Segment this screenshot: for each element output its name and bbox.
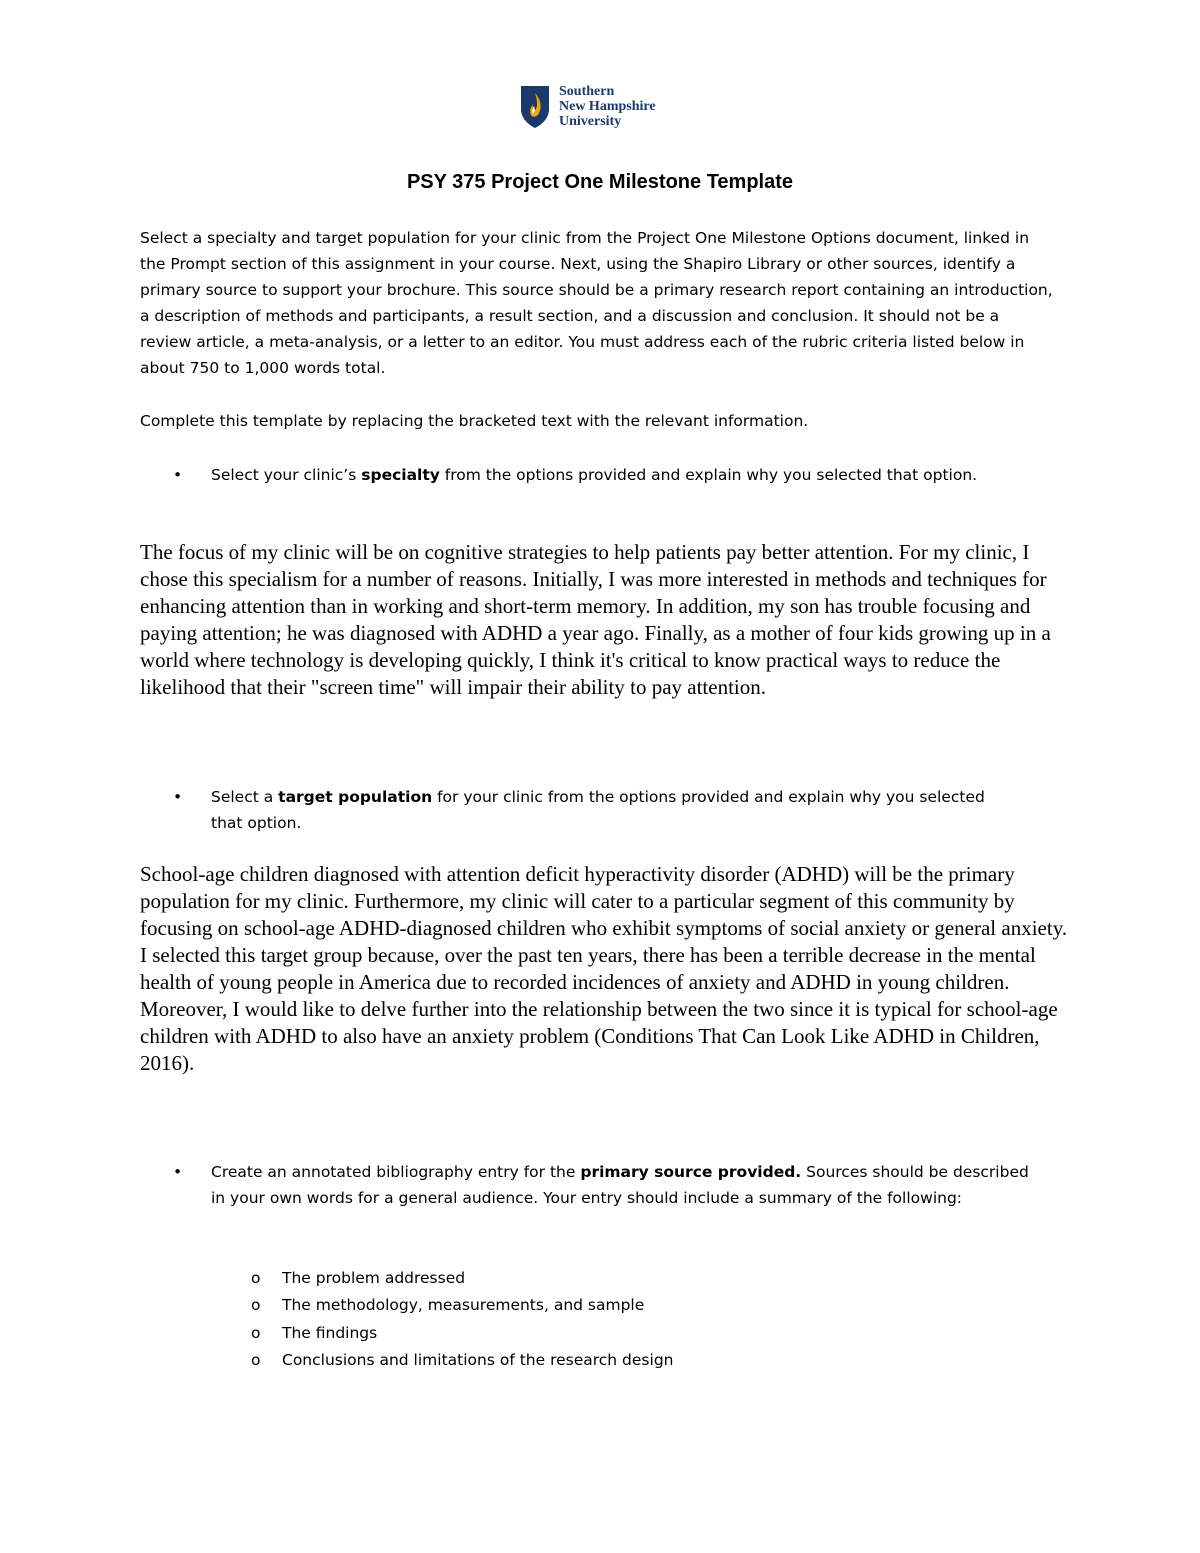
intro-paragraph: Select a specialty and target population for your clinic from the Project One Milestone Options document, linked in the Prompt section of this assignment in your course. Next, using the Shapiro Library or other sources, identify a primary source to support your brochure. This source should be a primary research report containing an introduction, a description of methods and participants, a result section, and a discussion and conclusion. It should not be a review article, a meta-analysis, or a letter to an editor. You must address each of the rubric criteria listed below in about 750 to 1,000 words total.	[140, 229, 1053, 377]
answer-specialty: The focus of my clinic will be on cognitive strategies to help patients pay better attention. For my clinic, I chose this specialism for a number of reasons. Initially, I was more interested in methods and techniques for enhancing attention than in working and short-term memory. In addition, my son has trouble focusing and paying attention; he was diagnosed with ADHD a year ago. Finally, as a mother of four kids growing up in a world where technology is developing quickly, I think it's critical to know practical ways to reduce the likelihood that their "screen time" will impair their ability to pay attention.	[140, 540, 1051, 699]
sub-bullet-marker: o	[251, 1296, 261, 1315]
list-item	[211, 1347, 673, 1374]
prompt-target-population	[140, 784, 1000, 836]
list-item-text: The methodology, measurements, and sample	[282, 1296, 645, 1315]
sub-bullet-marker: o	[251, 1323, 261, 1342]
logo-line-3: University	[559, 114, 622, 129]
prompt-text: Create an annotated bibliography entry for the primary source provided. Sources should be described in your own words for a general audience. Your entry should include a summary of the following:	[211, 1163, 1029, 1207]
list-item	[211, 1265, 673, 1292]
list-item-text: The problem addressed	[282, 1269, 466, 1287]
bullet-marker: •	[173, 1163, 183, 1181]
prompt-keyword: specialty	[361, 466, 440, 484]
answer-target-population: School-age children diagnosed with attention deficit hyperactivity disorder (ADHD) will be the primary population for my clinic. Furthermore, my clinic will cater to a particular segment of this community by focusing on school-age ADHD-diagnosed children who exhibit symptoms of social anxiety or general anxiety. I selected this target group because, over the past ten years, there has been a terrible decrease in the mental health of young people in America due to recorded incidences of anxiety and ADHD in young children. Moreover, I would like to delve further into the relationship between the two since it is typical for school-age children with ADHD to also have an anxiety problem (Conditions That Can Look Like ADHD in Children, 2016).	[140, 862, 1068, 1075]
bullet-marker: •	[173, 788, 183, 806]
prompt-text: Select your clinic’s specialty from the options provided and explain why you selected that option.	[211, 466, 978, 484]
prompt-text: Select a target population for your clinic from the options provided and explain why you selected that option.	[211, 788, 985, 832]
sub-bullet-marker: o	[251, 1350, 261, 1369]
instruction-paragraph: Complete this template by replacing the bracketed text with the relevant information.	[140, 412, 809, 430]
logo-line-1: Southern	[559, 84, 615, 99]
list-item-text: Conclusions and limitations of the research design	[282, 1350, 674, 1369]
university-logo	[520, 84, 656, 129]
prompt-specialty	[140, 462, 1000, 488]
flame-shield-icon	[520, 85, 550, 129]
prompt-keyword: target population	[278, 788, 433, 806]
list-item	[211, 1292, 673, 1319]
bullet-marker: •	[173, 466, 183, 484]
sub-bullet-marker: o	[251, 1269, 261, 1287]
prompt-keyword: primary source provided.	[580, 1163, 802, 1181]
logo-wordmark	[559, 84, 656, 129]
logo-line-2: New Hampshire	[559, 99, 656, 114]
list-item	[211, 1320, 673, 1347]
list-item-text: The findings	[282, 1323, 378, 1342]
summary-checklist	[211, 1265, 673, 1374]
prompt-annotated-bibliography	[140, 1159, 1040, 1211]
page-title: PSY 375 Project One Milestone Template	[406, 171, 794, 193]
